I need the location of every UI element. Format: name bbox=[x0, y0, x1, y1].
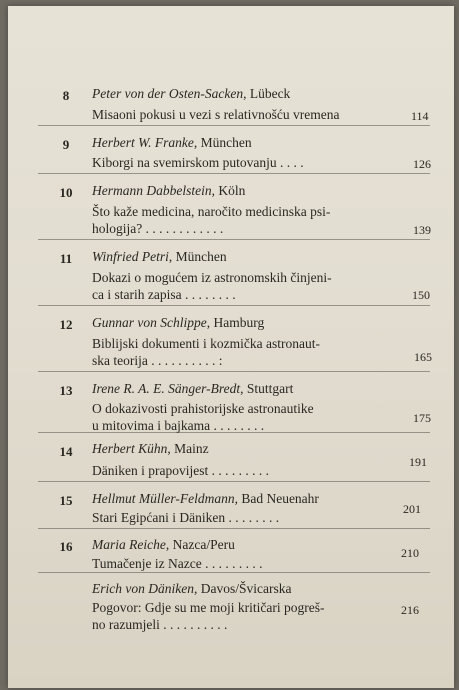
title-line: no razumjeli . . . . . . . . . . bbox=[92, 617, 228, 632]
author bbox=[92, 491, 319, 507]
chapter-number: 15 bbox=[59, 493, 73, 508]
author bbox=[92, 135, 252, 151]
author-place: , Köln bbox=[211, 183, 246, 198]
page-number: 165 bbox=[414, 350, 432, 364]
chapter-number: 14 bbox=[59, 444, 73, 459]
chapter-title bbox=[92, 462, 410, 479]
page-number: 175 bbox=[413, 411, 431, 425]
author-place: , Mainz bbox=[167, 441, 209, 456]
author bbox=[92, 183, 245, 199]
title-line: Tumačenje iz Nazce . . . . . . . . . bbox=[92, 556, 263, 571]
book-page bbox=[8, 6, 454, 688]
author-name: Peter von der Osten-Sacken bbox=[92, 86, 244, 101]
author-name: Winfried Petri bbox=[92, 249, 169, 264]
author-name: Herbert W. Franke bbox=[92, 135, 194, 150]
title-line: Što kaže medicina, naročito medicinska psi- bbox=[92, 204, 331, 219]
chapter-number: 13 bbox=[59, 383, 73, 398]
title-line: Kiborgi na svemirskom putovanju . . . . bbox=[92, 155, 304, 170]
page-number: 150 bbox=[412, 288, 430, 302]
title-line: hologija? . . . . . . . . . . . . bbox=[92, 221, 224, 236]
author bbox=[92, 315, 264, 331]
author-place: , Hamburg bbox=[206, 315, 265, 330]
author bbox=[92, 86, 290, 102]
chapter-title bbox=[92, 106, 410, 123]
page-number: 216 bbox=[401, 603, 419, 617]
author-name: Gunnar von Schlippe bbox=[92, 315, 207, 330]
author-place: , München bbox=[193, 135, 252, 150]
author bbox=[92, 381, 293, 397]
author-name: Hellmut Müller-Feldmann bbox=[92, 491, 235, 506]
divider bbox=[38, 173, 430, 174]
title-line: Dokazi o mogućem iz astronomskih činjeni- bbox=[92, 270, 332, 285]
divider bbox=[38, 481, 430, 482]
chapter-title bbox=[92, 509, 410, 526]
title-line: ska teorija . . . . . . . . . . : bbox=[92, 353, 223, 368]
title-line: Pogovor: Gdje su me moji kritičari pogreš- bbox=[92, 600, 325, 615]
author bbox=[92, 249, 227, 265]
chapter-number: 10 bbox=[59, 185, 73, 200]
title-line: Däniken i prapovijest . . . . . . . . . bbox=[92, 463, 269, 478]
author-place: , Stuttgart bbox=[240, 381, 294, 396]
page-number: 139 bbox=[413, 223, 431, 237]
author-place: , München bbox=[168, 249, 227, 264]
chapter-number: 16 bbox=[59, 539, 73, 554]
title-line: u mitovima i bajkama . . . . . . . . bbox=[92, 418, 265, 433]
author-place: , Davos/Švicarska bbox=[193, 581, 292, 596]
divider bbox=[38, 371, 430, 372]
divider bbox=[38, 239, 430, 240]
title-line: ca i starih zapisa . . . . . . . . bbox=[92, 287, 236, 302]
chapter-title bbox=[92, 269, 410, 303]
author-name: Erich von Däniken bbox=[92, 581, 194, 596]
divider bbox=[38, 572, 430, 573]
author bbox=[92, 537, 235, 553]
title-line: Stari Egipćani i Däniken . . . . . . . . bbox=[92, 510, 280, 525]
title-line: O dokazivosti prahistorijske astronautike bbox=[92, 401, 314, 416]
chapter-number: 9 bbox=[62, 137, 70, 152]
chapter-title bbox=[92, 335, 410, 369]
author-name: Hermann Dabbelstein bbox=[92, 183, 212, 198]
page-number: 126 bbox=[413, 157, 431, 171]
author-name: Irene R. A. E. Sänger-Bredt bbox=[92, 381, 241, 396]
divider bbox=[38, 125, 430, 126]
chapter-number: 11 bbox=[59, 251, 73, 266]
page-number: 210 bbox=[401, 546, 419, 560]
chapter-title bbox=[92, 203, 410, 237]
chapter-title bbox=[92, 555, 410, 572]
author-place: , Lübeck bbox=[243, 86, 291, 101]
author bbox=[92, 581, 291, 597]
title-line: Misaoni pokusi u vezi s relativnošću vremena bbox=[92, 107, 340, 122]
divider bbox=[38, 432, 430, 433]
author-place: , Nazca/Peru bbox=[165, 537, 235, 552]
divider bbox=[38, 528, 430, 529]
divider bbox=[38, 305, 430, 306]
page-number: 201 bbox=[403, 502, 421, 516]
author-place: , Bad Neuenahr bbox=[234, 491, 319, 506]
chapter-title bbox=[92, 154, 410, 171]
page-number: 191 bbox=[409, 455, 427, 469]
page-number: 114 bbox=[411, 109, 429, 123]
title-line: Biblijski dokumenti i kozmička astronaut- bbox=[92, 336, 320, 351]
chapter-number: 8 bbox=[62, 88, 70, 103]
author-name: Maria Reiche bbox=[92, 537, 166, 552]
author bbox=[92, 441, 209, 457]
chapter-title bbox=[92, 400, 410, 434]
chapter-number: 12 bbox=[59, 317, 73, 332]
chapter-title bbox=[92, 599, 410, 633]
author-name: Herbert Kühn bbox=[92, 441, 168, 456]
